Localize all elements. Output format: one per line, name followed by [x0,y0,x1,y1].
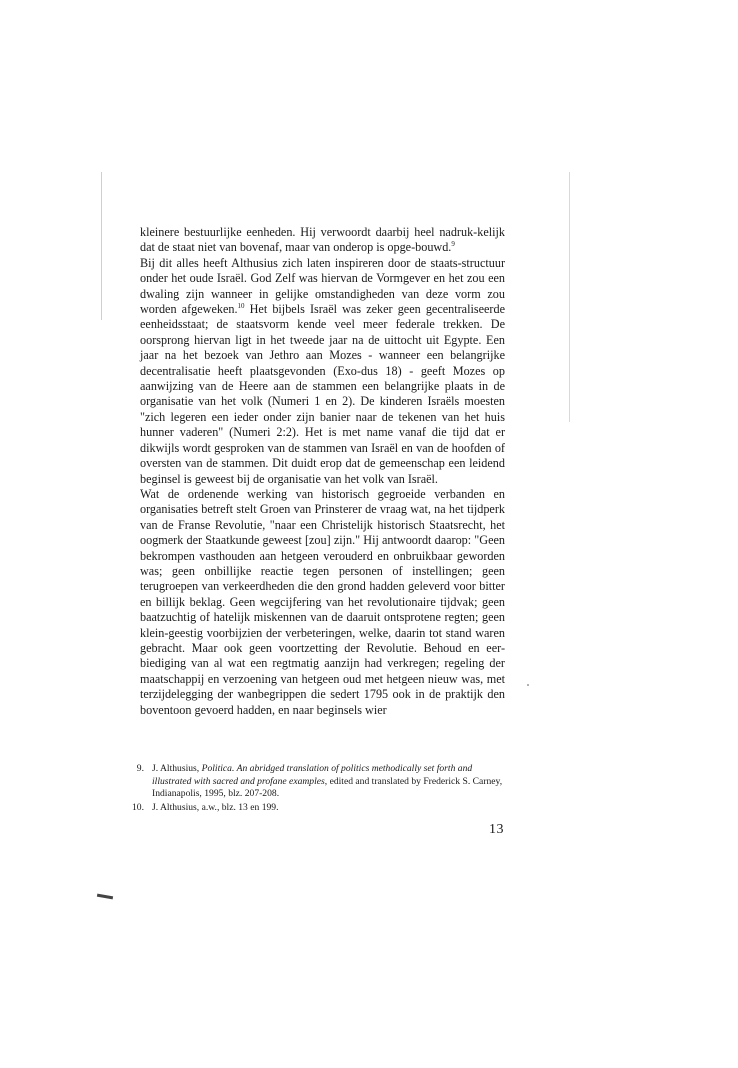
footnotes [132,763,508,815]
footnote-title: Politica. An abridged translation of politics methodically set forth and illustrated with sacred and profane examples [152,763,473,787]
footnote-9: 9. J. Althusius, Politica. An abridged translation of politics methodically set forth and illustrated with sacred and profane examples, edited and translated by Frederick S. Carney, Indianapolis, 1995, blz. 207-208. [140,763,508,801]
paragraph-3: Wat de ordenende werking van historisch gegroeide verbanden en organisaties betreft stelt Groen van Prinsterer de vraag wat, na het tijdperk van de Franse Revolutie, "naar een Christelijk historisch Staatsrecht, het oogmerk der Staatkunde geweest [zou] zijn." Hij antwoordt daarop: "Geen bekrompen vasthouden aan hetgeen verouderd en onbruikbaar geworden was; geen onbillijke reactie tegen personen of instellingen; geen terugroepen van verkeerdheden die den grond hadden geleverd voor bitter en billijk beklag. Geen wegcijfering van het revolutionaire tijdvak; geen baatzuchtig of hatelijk miskennen van de daaruit ontsprotene regten; geen klein-geestig voorbijzien der verbeteringen, welke, daarin tot stand waren gebracht. Maar ook geen voortzetting der Revolutie. Behoud en eer-biediging van al wat een regtmatig aanzijn had verkregen; regeling der maatschappij en verzoening van hetgeen oud met hetgeen nieuw was, met terzijdelegging der wanbegrippen die sedert 1795 ook in de praktijk den boventoon gevoerd hadden, en naar beginsels wier [140,486,505,717]
page-number: 13 [489,822,504,837]
paragraph-2: Bij dit alles heeft Althusius zich laten inspireren door de staats-structuur onder het oude Israël. God Zelf was hiervan de Vormgever en het zou een dwaling zijn wanneer in gelijke omstandigheden van deze vorm zou worden afgeweken.$^{10}$ Het bijbels Israël was zeker geen gecentraliseerde eenheidsstaat; de staatsvorm kende veel meer federale trekken. De oorsprong hiervan ligt in het tweede jaar na de uittocht uit Egypte. Een jaar na het bezoek van Jethro aan Mozes - wanneer een belangrijke decentralisatie heeft plaatsgevonden (Exo-dus 18) - geeft Mozes op aanwijzing van de Heere aan de stammen een belangrijke plaats in de organisatie van het volk (Numeri 1 en 2). De kinderen Israëls moesten "zich legeren een ieder onder zijn banier naar de tekenen van het huis hunner vaderen" (Numeri 2:2). Het is met name vanaf die tijd dat er dikwijls wordt gesproken van de stammen van Israël en van de hoofden of oversten van de stammen. Dit duidt erop dat de gemeenschap een leidend beginsel is geweest bij de organisatie van het volk van Israël. [140,255,505,486]
footnote-number: 9. [136,763,144,774]
footnote-ref-9[interactable]: 9 [451,240,455,249]
left-margin-line [101,172,102,320]
footnote-ref-10[interactable]: 10 [237,302,245,311]
footnote-10: 10. J. Althusius, a.w., blz. 13 en 199. [140,802,508,815]
right-margin-line [569,172,570,422]
paragraph-1: kleinere bestuurlijke eenheden. Hij verwoordt daarbij heel nadruk-kelijk dat de staat niet van bovenaf, maar van onderop is opge-bouwd.$^9$ [140,225,505,255]
body-text [140,225,505,718]
scan-artifact-mark [97,894,113,900]
footnote-number: 10. [132,801,144,813]
scan-dot [527,684,529,686]
